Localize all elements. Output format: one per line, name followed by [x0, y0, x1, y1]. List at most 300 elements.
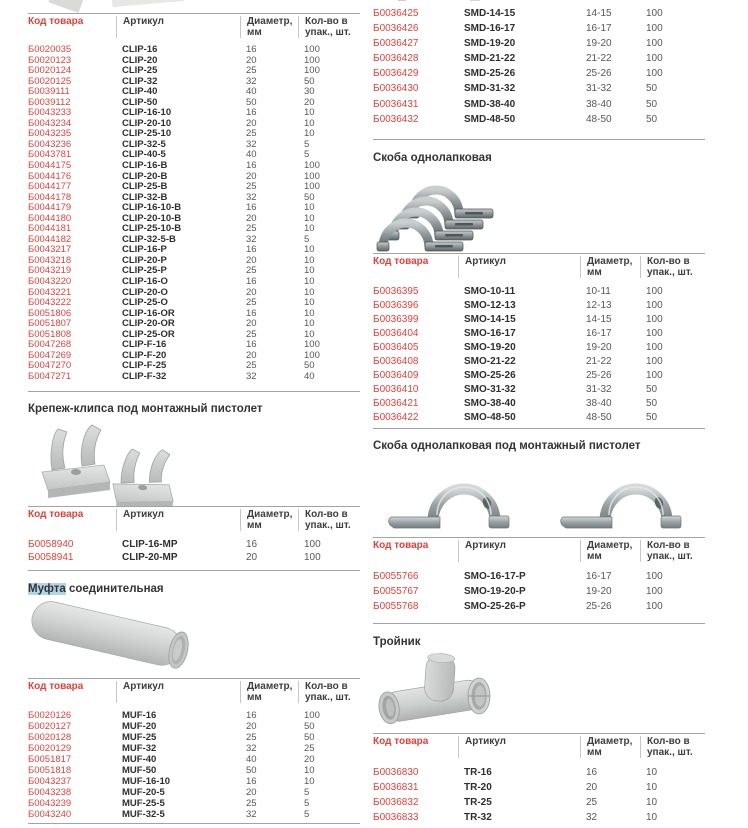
article: CLIP-25 — [122, 66, 158, 77]
article: CLIP-16-P — [122, 245, 167, 256]
smd-table — [373, 3, 705, 140]
pack-qty: 100 — [304, 340, 320, 351]
article: SMO-10-11 — [464, 285, 516, 297]
table-row — [373, 299, 705, 313]
pack-qty: 5 — [304, 798, 310, 810]
table-header — [28, 679, 360, 707]
diameter: 25 — [586, 797, 598, 809]
pack-qty: 100 — [646, 585, 663, 597]
diameter: 32 — [246, 192, 257, 203]
product-code: Б0036830 — [373, 766, 419, 778]
pack-qty: 10 — [304, 308, 315, 319]
table-row — [28, 224, 360, 235]
diameter: 25 — [246, 224, 257, 235]
table-row — [373, 411, 705, 425]
table-body — [373, 3, 705, 139]
article: CLIP-F-32 — [122, 371, 167, 382]
diameter: 25 — [246, 129, 257, 140]
product-code: Б0036405 — [373, 341, 419, 353]
smo-product-photo — [373, 168, 705, 252]
table-row — [28, 256, 360, 267]
diameter: 25 — [246, 66, 257, 77]
product-code: Б0036421 — [373, 397, 419, 409]
clip-right — [110, 444, 180, 506]
article: CLIP-40-5 — [122, 150, 166, 161]
diameter: 25 — [246, 361, 257, 372]
diameter: 16 — [246, 709, 257, 721]
product-code: Б0020126 — [28, 709, 72, 721]
article: CLIP-32-5-B — [122, 234, 176, 245]
product-code: Б0020125 — [28, 76, 72, 87]
table-row — [28, 108, 360, 119]
product-code: Б0036395 — [373, 285, 419, 297]
article: CLIP-20-OR — [122, 319, 175, 330]
product-code: Б0036831 — [373, 781, 419, 793]
diameter: 31-32 — [586, 83, 612, 95]
article: CLIP-25-B — [122, 182, 168, 193]
product-code: Б0020124 — [28, 66, 72, 77]
table-row — [373, 327, 705, 341]
pack-qty: 10 — [304, 255, 315, 266]
column-header-article: Артикул — [458, 256, 580, 278]
table-row — [373, 795, 705, 810]
table-row — [28, 172, 360, 183]
clamp-left — [389, 487, 509, 528]
table-row — [28, 298, 360, 309]
table-row — [28, 787, 360, 798]
diameter: 16 — [246, 340, 257, 351]
pack-qty: 50 — [304, 192, 315, 203]
pack-qty: 10 — [304, 776, 315, 788]
article: CLIP-20-B — [122, 171, 168, 182]
product-code: Б0020123 — [28, 55, 72, 66]
pack-qty: 100 — [304, 45, 320, 55]
column-header-article: Артикул — [116, 681, 240, 703]
article: CLIP-16 — [122, 45, 158, 55]
left-column — [28, 0, 360, 824]
table-row — [373, 51, 705, 66]
smo-table — [373, 253, 705, 429]
table-row — [28, 277, 360, 288]
table-row — [28, 119, 360, 130]
table-body — [28, 535, 360, 570]
product-code: Б0047270 — [28, 361, 72, 372]
article: CLIP-16-OR — [122, 308, 175, 319]
product-code: Б0051806 — [28, 308, 72, 319]
selected-text: Муфта — [28, 582, 66, 595]
product-code: Б0043240 — [28, 809, 72, 821]
product-code: Б0044178 — [28, 192, 72, 203]
article: SMO-19-20 — [464, 341, 516, 353]
diameter: 38-40 — [586, 98, 612, 110]
diameter: 31-32 — [586, 383, 612, 395]
product-code: Б0043219 — [28, 266, 72, 277]
table-header — [373, 254, 705, 282]
table-row — [28, 319, 360, 330]
pack-qty: 10 — [304, 329, 315, 340]
pack-qty: 100 — [646, 600, 663, 612]
column-header-qty: Кол-во в упак., шт. — [640, 540, 705, 562]
table-header — [28, 14, 360, 42]
table-row — [373, 21, 705, 36]
pack-qty: 50 — [646, 98, 658, 110]
pack-qty: 50 — [646, 83, 658, 95]
product-code: Б0036426 — [373, 23, 419, 35]
article: CLIP-20-P — [122, 255, 167, 266]
pack-qty: 50 — [304, 361, 315, 372]
pack-qty: 100 — [646, 327, 663, 339]
product-code: Б0020129 — [28, 742, 72, 754]
column-header-qty: Кол-во в упак., шт. — [640, 256, 705, 278]
article: CLIP-20-MP — [122, 552, 178, 563]
table-row — [373, 810, 705, 825]
section-title-muf: Муфта соединительная — [28, 582, 164, 595]
article: SMD-31-32 — [464, 83, 516, 95]
table-row — [373, 569, 705, 584]
diameter: 50 — [246, 764, 257, 776]
article: SMD-16-17 — [464, 23, 516, 35]
product-code: Б0036422 — [373, 411, 419, 423]
product-code: Б0051817 — [28, 753, 72, 765]
pack-qty: 10 — [646, 797, 658, 809]
table-row — [28, 77, 360, 88]
diameter: 20 — [246, 720, 257, 732]
table-row — [28, 710, 360, 721]
product-code: Б0039111 — [28, 87, 70, 98]
product-code: Б0036429 — [373, 68, 419, 80]
table-row — [373, 285, 705, 299]
table-row — [28, 361, 360, 372]
product-code: Б0043235 — [28, 129, 72, 140]
product-code: Б0044181 — [28, 224, 72, 235]
table-row — [28, 754, 360, 765]
column-header-diameter: Диаметр, мм — [240, 509, 298, 531]
product-code: Б0036427 — [373, 38, 419, 50]
table-row — [373, 81, 705, 96]
diameter: 20 — [246, 171, 257, 182]
diameter: 38-40 — [586, 397, 612, 409]
diameter: 16 — [246, 245, 257, 256]
article: SMO-25-26-P — [464, 600, 526, 612]
article: CLIP-25-10-B — [122, 224, 182, 235]
table-row — [373, 355, 705, 369]
product-code: Б0055766 — [373, 570, 419, 582]
article: CLIP-16-10 — [122, 108, 172, 119]
pack-qty: 10 — [304, 129, 315, 140]
product-code: Б0043237 — [28, 776, 72, 788]
section-title-clip-mp: Крепеж-клипса под монтажный пистолет — [28, 402, 263, 415]
article: SMD-21-22 — [464, 53, 516, 65]
article: SMD-38-40 — [464, 98, 516, 110]
table-body — [373, 566, 705, 623]
table-row — [373, 66, 705, 81]
article: CLIP-25-10 — [122, 129, 172, 140]
clip-table — [28, 13, 360, 392]
table-row — [373, 36, 705, 51]
product-code: Б0044180 — [28, 213, 72, 224]
diameter: 25 — [246, 298, 257, 309]
pack-qty: 20 — [304, 753, 315, 765]
pack-qty: 50 — [304, 720, 315, 732]
smop-product-photo — [373, 455, 705, 535]
table-row — [28, 203, 360, 214]
article: CLIP-16-B — [122, 161, 168, 172]
pack-qty: 10 — [304, 118, 315, 129]
diameter: 10-11 — [586, 285, 611, 297]
pack-qty: 100 — [304, 552, 321, 563]
diameter: 20 — [246, 213, 257, 224]
pack-qty: 10 — [304, 245, 315, 256]
diameter: 19-20 — [586, 341, 612, 353]
right-column — [373, 0, 705, 828]
product-code: Б0036404 — [373, 327, 419, 339]
pack-qty: 10 — [304, 203, 315, 214]
product-code: Б0044176 — [28, 171, 72, 182]
pack-qty: 25 — [304, 742, 315, 754]
diameter: 25-26 — [586, 369, 612, 381]
article: CLIP-40 — [122, 87, 158, 98]
diameter: 16-17 — [586, 23, 612, 35]
diameter: 16 — [246, 161, 257, 172]
diameter: 21-22 — [586, 53, 612, 65]
column-header-article: Артикул — [116, 509, 240, 531]
article: MUF-20-5 — [122, 787, 165, 799]
product-code: Б0047271 — [28, 371, 72, 382]
product-code: Б0058941 — [28, 552, 74, 563]
column-header-code: Код товара — [28, 16, 84, 27]
article: CLIP-F-20 — [122, 350, 167, 361]
article: SMO-38-40 — [464, 397, 516, 409]
pack-qty: 50 — [304, 76, 315, 87]
column-header-code: Код товара — [373, 539, 429, 551]
pack-qty: 100 — [304, 161, 320, 172]
table-row — [373, 397, 705, 411]
article: TR-25 — [464, 797, 492, 809]
article: TR-32 — [464, 812, 492, 824]
diameter: 40 — [246, 150, 257, 161]
pack-qty: 100 — [646, 299, 663, 311]
article: CLIP-32-B — [122, 192, 168, 203]
diameter: 32 — [246, 76, 257, 87]
diameter: 32 — [246, 742, 257, 754]
pack-qty: 100 — [646, 8, 663, 19]
pack-qty: 5 — [304, 234, 310, 245]
pack-qty: 50 — [646, 113, 658, 125]
column-header-code: Код товара — [28, 508, 84, 520]
product-code: Б0047268 — [28, 340, 72, 351]
diameter: 16 — [246, 45, 257, 55]
clip-left — [42, 425, 110, 498]
column-header-qty: Кол-во в упак., шт. — [298, 509, 360, 531]
product-code: Б0036833 — [373, 812, 419, 824]
table-row — [28, 288, 360, 299]
diameter: 32 — [246, 809, 257, 821]
diameter: 20 — [246, 287, 257, 298]
article: MUF-16-10 — [122, 776, 171, 788]
table-row — [28, 193, 360, 204]
table-row — [28, 765, 360, 776]
article: CLIP-F-16 — [122, 340, 167, 351]
article: CLIP-32-5 — [122, 139, 166, 150]
article: CLIP-16-O — [122, 277, 168, 288]
pack-qty: 100 — [304, 55, 320, 66]
diameter: 25 — [246, 329, 257, 340]
table-row — [373, 341, 705, 355]
diameter: 16 — [246, 277, 257, 288]
diameter: 14-15 — [586, 8, 612, 19]
table-row — [28, 245, 360, 256]
article: SMO-16-17-P — [464, 570, 526, 582]
table-row — [28, 538, 360, 552]
smop-table — [373, 537, 705, 624]
article: CLIP-16-10-B — [122, 203, 182, 214]
pack-qty: 10 — [646, 781, 658, 793]
pack-qty: 5 — [304, 787, 310, 799]
article: CLIP-32 — [122, 76, 158, 87]
table-body — [373, 762, 705, 828]
article: CLIP-F-25 — [122, 361, 167, 372]
article: SMD-48-50 — [464, 113, 516, 125]
diameter: 40 — [246, 87, 257, 98]
table-row — [28, 150, 360, 161]
article: SMO-25-26 — [464, 369, 516, 381]
diameter: 20 — [586, 781, 598, 793]
article: SMD-25-26 — [464, 68, 516, 80]
table-body — [373, 282, 705, 428]
product-code: Б0043233 — [28, 108, 72, 119]
table-row — [28, 182, 360, 193]
pack-qty: 10 — [304, 213, 315, 224]
product-code: Б0044175 — [28, 161, 72, 172]
column-header-article: Артикул — [458, 736, 580, 758]
diameter: 20 — [246, 787, 257, 799]
pack-qty: 100 — [646, 369, 663, 381]
diameter: 16 — [246, 308, 257, 319]
table-row — [373, 6, 705, 21]
diameter: 12-13 — [586, 299, 612, 311]
article: MUF-32 — [122, 742, 157, 754]
column-header-qty: Кол-во в упак., шт. — [298, 681, 360, 703]
product-code: Б0036431 — [373, 98, 419, 110]
product-code: Б0036410 — [373, 383, 419, 395]
diameter: 16-17 — [586, 327, 612, 339]
table-row — [28, 129, 360, 140]
article: SMO-14-15 — [464, 313, 516, 325]
column-header-diameter: Диаметр, мм — [240, 16, 298, 38]
diameter: 19-20 — [586, 38, 612, 50]
product-code: Б0047269 — [28, 350, 72, 361]
muf-table — [28, 678, 360, 825]
article: SMD-19-20 — [464, 38, 516, 50]
product-code: Б0036432 — [373, 113, 419, 125]
product-code: Б0039112 — [28, 97, 71, 108]
section-title-smop: Скоба однолапковая под монтажный пистолет — [373, 439, 641, 452]
pack-qty: 100 — [304, 538, 321, 550]
column-header-diameter: Диаметр, мм — [580, 540, 640, 562]
pack-qty: 10 — [304, 287, 315, 298]
diameter: 20 — [246, 55, 257, 66]
table-row — [28, 235, 360, 246]
table-row — [28, 551, 360, 565]
pack-qty: 10 — [646, 812, 658, 824]
diameter: 25 — [246, 731, 257, 743]
product-code: Б0043234 — [28, 118, 72, 129]
tr-product-photo — [373, 652, 705, 731]
product-code: Б0043236 — [28, 139, 72, 150]
table-row — [373, 780, 705, 795]
table-row — [28, 776, 360, 787]
article: MUF-16 — [122, 709, 157, 721]
table-row — [373, 313, 705, 327]
table-row — [28, 266, 360, 277]
diameter: 16-17 — [586, 570, 612, 582]
table-row — [373, 112, 705, 127]
pack-qty: 100 — [304, 171, 320, 182]
product-code: Б0043222 — [28, 298, 72, 309]
article: CLIP-20-10-B — [122, 213, 182, 224]
table-row — [28, 98, 360, 109]
column-header-code: Код товара — [28, 680, 84, 692]
table-row — [28, 721, 360, 732]
diameter: 16 — [586, 766, 598, 778]
pack-qty: 5 — [304, 809, 310, 821]
diameter: 20 — [246, 552, 258, 563]
diameter: 32 — [246, 139, 257, 150]
pack-qty: 10 — [304, 266, 315, 277]
product-code: Б0043220 — [28, 277, 72, 288]
product-code: Б0036430 — [373, 83, 419, 95]
pack-qty: 10 — [646, 766, 658, 778]
article: CLIP-20-O — [122, 287, 168, 298]
table-row — [373, 765, 705, 780]
diameter: 50 — [246, 97, 257, 108]
article: MUF-50 — [122, 764, 157, 776]
diameter: 19-20 — [586, 585, 612, 597]
pack-qty: 100 — [646, 341, 663, 353]
product-code: Б0051818 — [28, 764, 72, 776]
table-row — [28, 56, 360, 67]
table-row — [28, 87, 360, 98]
tr-table — [373, 733, 705, 828]
pack-qty: 100 — [646, 53, 663, 65]
table-row — [28, 140, 360, 151]
pack-qty: 10 — [304, 764, 315, 776]
diameter: 20 — [246, 118, 257, 129]
column-header-article: Артикул — [458, 540, 580, 562]
article: MUF-40 — [122, 753, 157, 765]
diameter: 20 — [246, 319, 257, 330]
table-row — [28, 161, 360, 172]
product-code: Б0036396 — [373, 299, 419, 311]
pack-qty: 10 — [304, 277, 315, 288]
muf-product-photo — [28, 598, 360, 674]
pack-qty: 50 — [646, 411, 658, 423]
table-row — [28, 340, 360, 351]
pack-qty: 100 — [646, 285, 663, 297]
table-row — [373, 599, 705, 614]
section-title-smo: Скоба однолапковая — [373, 151, 492, 164]
product-code: Б0036832 — [373, 797, 419, 809]
table-row — [28, 732, 360, 743]
column-header-article: Артикул — [116, 16, 240, 38]
table-row — [28, 743, 360, 754]
diameter: 21-22 — [586, 355, 612, 367]
pack-qty: 50 — [646, 383, 658, 395]
pack-qty: 100 — [304, 66, 320, 77]
diameter: 48-50 — [586, 113, 612, 125]
article: CLIP-20-10 — [122, 118, 172, 129]
product-code: Б0043221 — [28, 287, 72, 298]
